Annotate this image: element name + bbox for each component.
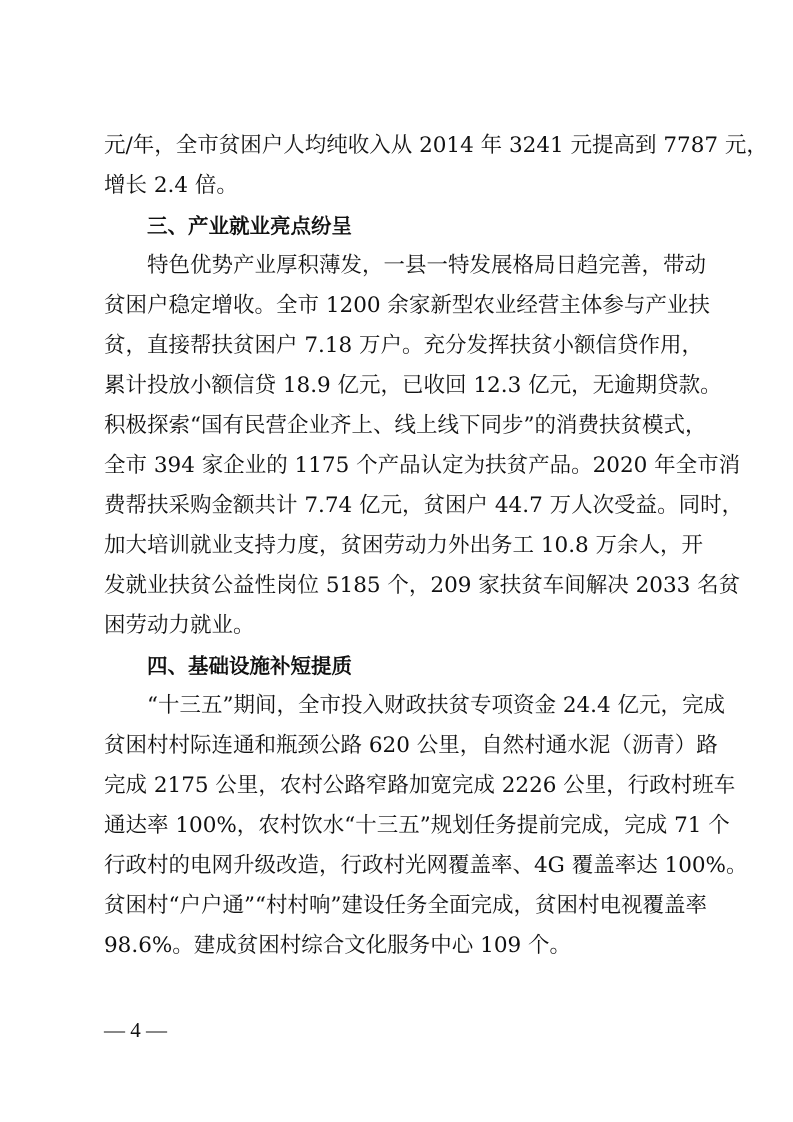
page-number: — 4 —	[104, 1018, 167, 1042]
text-line: 贫困村“户户通”“村村响”建设任务全面完成，贫困村电视覆盖率	[104, 893, 707, 918]
text-line: 元/年，全市贫困户人均纯收入从 2014 年 3241 元提高到 7787 元，	[104, 133, 768, 158]
section-heading: 四、基础设施补短提质	[147, 654, 352, 678]
document-body	[104, 126, 768, 966]
section-heading: 三、产业就业亮点纷呈	[147, 214, 352, 238]
text-line: 发就业扶贫公益性岗位 5185 个，209 家扶贫车间解决 2033 名贫	[104, 573, 741, 598]
text-line: 全市 394 家企业的 1175 个产品认定为扶贫产品。2020 年全市消	[104, 453, 741, 478]
text-line: 增长 2.4 倍。	[104, 173, 238, 198]
text-line: 完成 2175 公里，农村公路窄路加宽完成 2226 公里，行政村班车	[104, 773, 736, 798]
text-line: 费帮扶采购金额共计 7.74 亿元，贫困户 44.7 万人次受益。同时，	[104, 493, 744, 518]
text-line: 通达率 100%，农村饮水“十三五”规划任务提前完成，完成 71 个	[104, 813, 730, 838]
text-line: 困劳动力就业。	[104, 613, 255, 638]
text-line: 累计投放小额信贷 18.9 亿元，已收回 12.3 亿元，无逾期贷款。	[104, 373, 722, 398]
text-line: 加大培训就业支持力度，贫困劳动力外出务工 10.8 万余人，开	[104, 533, 704, 558]
text-line: 特色优势产业厚积薄发，一县一特发展格局日趋完善，带动	[147, 253, 707, 278]
text-line: 贫困村村际连通和瓶颈公路 620 公里，自然村通水泥（沥青）路	[104, 733, 718, 758]
text-line: 贫困户稳定增收。全市 1200 余家新型农业经营主体参与产业扶	[104, 293, 710, 318]
text-line: 行政村的电网升级改造，行政村光网覆盖率、4G 覆盖率达 100%。	[104, 853, 748, 878]
text-line: 贫，直接帮扶贫困户 7.18 万户。充分发挥扶贫小额信贷作用，	[104, 333, 704, 358]
text-line: 98.6%。建成贫困村综合文化服务中心 109 个。	[104, 933, 572, 958]
text-line: 积极探索“国有民营企业齐上、线上线下同步”的消费扶贫模式，	[104, 413, 707, 438]
text-line: “十三五”期间，全市投入财政扶贫专项资金 24.4 亿元，完成	[147, 693, 726, 718]
